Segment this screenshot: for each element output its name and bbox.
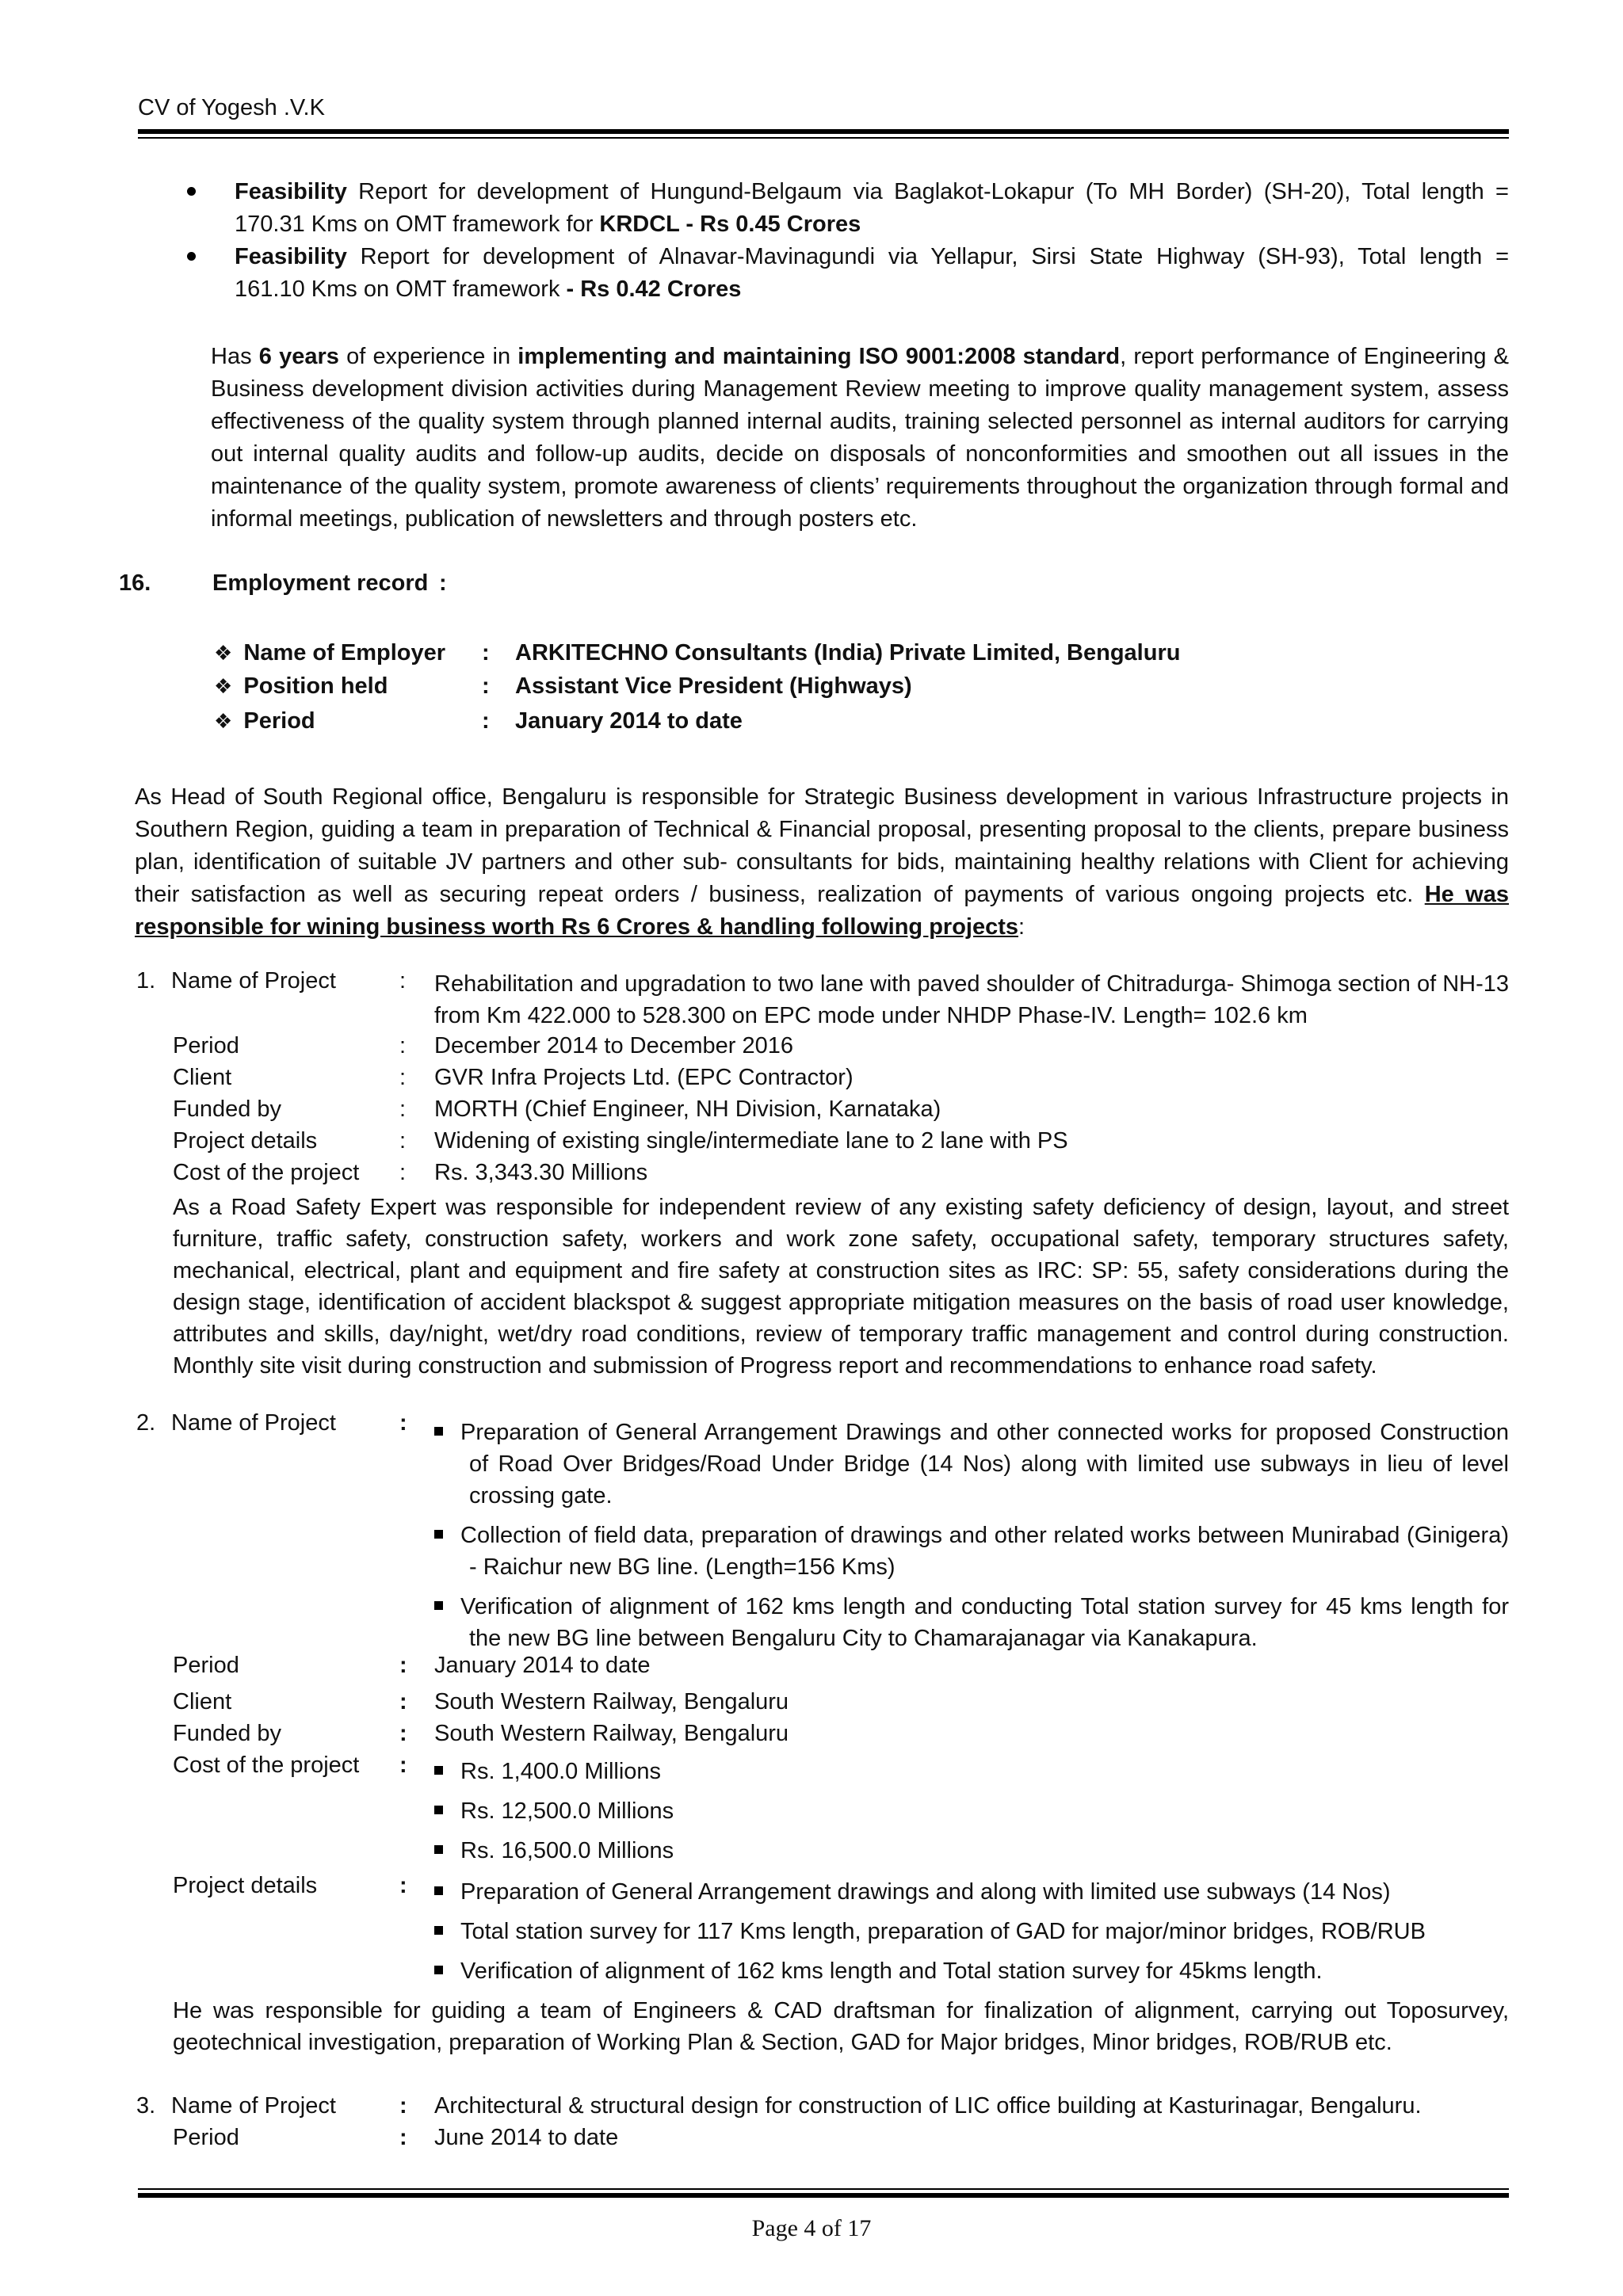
- project-colon: :: [399, 1721, 407, 1746]
- project-colon: :: [399, 1033, 407, 1058]
- feasibility-text: Report for development of Hungund-Belgaum via Baglakot-Lokapur (To MH Border) (SH-20), Total length =: [346, 179, 1509, 204]
- list-item: [434, 1591, 1509, 1654]
- feasibility-item-1: [235, 176, 1509, 241]
- project-colon: :: [399, 1873, 407, 1898]
- project-1: [135, 968, 1509, 1380]
- project-value: December 2014 to December 2016: [434, 1033, 793, 1058]
- diamond-bullet-icon: ❖: [214, 642, 233, 666]
- section-title: Employment record: [212, 570, 429, 596]
- header-rule-thin: [138, 137, 1509, 139]
- project-label: Cost of the project: [173, 1160, 360, 1185]
- square-bullet-icon: [434, 1601, 443, 1610]
- iso-standard: implementing and maintaining ISO 9001:2008 standard: [517, 344, 1121, 369]
- project-number: 1.: [136, 968, 156, 994]
- role-emphasis: He was responsible for wining business worth Rs 6 Crores & handling following projects: [135, 882, 1510, 940]
- project-number: 3.: [136, 2093, 156, 2119]
- page-number: Page 4 of 17: [751, 2215, 872, 2241]
- feasibility-cost: KRDCL - Rs 0.45 Crores: [599, 212, 861, 237]
- role-text: As Head of South Regional office, Bengaluru is responsible for Strategic Business development in various Infrastructure projects in Southern Region, guiding a team in preparation of Technical & Financial proposal, presenting proposal to the clients, prepare business plan, identification of suitable JV partners and other sub- consultants for bids, maintaining healthy relations with Client for achieving their satisfaction as well as securing repeat orders / business, realization of payments of various ongoing projects etc.: [135, 784, 1509, 907]
- footer-rule-thin: [138, 2188, 1509, 2190]
- employer-details: [214, 640, 1509, 743]
- project-colon: :: [399, 1160, 407, 1185]
- page-header-title: CV of Yogesh .V.K: [138, 95, 325, 120]
- section-title-colon: :: [439, 570, 447, 596]
- project-label: Cost of the project: [173, 1753, 360, 1778]
- project-value: Rs. 3,343.30 Millions: [434, 1160, 648, 1185]
- list-item-text: Rs. 1,400.0 Millions: [460, 1759, 662, 1784]
- employer-colon: :: [482, 673, 490, 699]
- role-paragraph: [135, 781, 1509, 944]
- list-item: [434, 1958, 1509, 1998]
- list-item-text: Verification of alignment of 162 kms length and conducting Total station survey for 45 kms length for the new BG line between Bengaluru City to Chamarajanagar via Kanakapura.: [460, 1594, 1509, 1651]
- project-label: Client: [173, 1689, 232, 1714]
- project-colon: :: [399, 1653, 407, 1678]
- employer-colon: :: [482, 708, 490, 734]
- iso-years: 6 years: [258, 344, 339, 369]
- list-item: [434, 1798, 1509, 1838]
- feasibility-lead: Feasibility: [235, 244, 347, 269]
- employer-colon: :: [482, 640, 490, 666]
- employer-row: [214, 708, 315, 734]
- project-label: Name of Project: [171, 1410, 336, 1436]
- feasibility-text: Report for development of Alnavar-Mavinagundi via Yellapur, Sirsi State Highway (SH-93), Total length =: [346, 244, 1509, 269]
- list-item-text: Preparation of General Arrangement drawings and along with limited use subways (14 Nos): [460, 1879, 1391, 1905]
- square-bullet-icon: [434, 1530, 443, 1539]
- project-label: Funded by: [173, 1721, 282, 1746]
- project-label: Period: [173, 1653, 239, 1678]
- project-value: January 2014 to date: [434, 1653, 651, 1678]
- project-colon: :: [399, 1753, 407, 1778]
- project-label: Project details: [173, 1873, 318, 1898]
- iso-text: of experience in: [338, 344, 518, 369]
- iso-experience-paragraph: [211, 341, 1509, 536]
- iso-text: Has: [211, 344, 259, 369]
- project-colon: :: [399, 2093, 407, 2119]
- details-list: [434, 1879, 1509, 1998]
- feasibility-lead: Feasibility: [235, 179, 347, 204]
- list-item: [434, 1417, 1509, 1512]
- project-3: [135, 2093, 1509, 2164]
- employer-value: January 2014 to date: [515, 708, 743, 734]
- project-name-list: [434, 1417, 1509, 1662]
- project-number: 2.: [136, 1410, 156, 1436]
- square-bullet-icon: [434, 1806, 443, 1814]
- project-value: Architectural & structural design for construction of LIC office building at Kasturinagar, Bengaluru.: [434, 2093, 1422, 2119]
- bullet-dot-icon: [187, 187, 196, 196]
- project-2: [135, 1410, 1509, 2068]
- bullet-dot-icon: [187, 252, 196, 261]
- feasibility-text: 161.10 Kms on OMT framework: [235, 277, 567, 302]
- project-colon: :: [399, 1410, 407, 1436]
- employer-value: Assistant Vice President (Highways): [515, 673, 912, 699]
- square-bullet-icon: [434, 1926, 443, 1935]
- list-item-text: Verification of alignment of 162 kms length and Total station survey for 45kms length.: [460, 1958, 1323, 1984]
- list-item-text: Rs. 16,500.0 Millions: [460, 1838, 674, 1863]
- project-label: Client: [173, 1065, 232, 1090]
- project-colon: :: [399, 1128, 407, 1154]
- employer-value: ARKITECHNO Consultants (India) Private Limited, Bengaluru: [515, 640, 1181, 666]
- list-item-text: Preparation of General Arrangement Drawings and other connected works for proposed Construction of Road Over Bridges/Road Under Bridge (14 Nos) along with limited use subways in lieu of level crossing gate.: [460, 1420, 1509, 1508]
- project-description: He was responsible for guiding a team of Engineers & CAD draftsman for finalization of alignment, carrying out Toposurvey, geotechnical investigation, preparation of Working Plan & Section, GAD for Major bridges, Minor bridges, ROB/RUB etc.: [173, 1998, 1509, 2055]
- employer-label: Period: [243, 708, 315, 734]
- diamond-bullet-icon: ❖: [214, 675, 233, 699]
- project-label: Funded by: [173, 1097, 282, 1122]
- project-value: South Western Railway, Bengaluru: [434, 1689, 789, 1714]
- project-description: As a Road Safety Expert was responsible for independent review of any existing safety deficiency of design, layout, and street furniture, traffic safety, construction safety, workers and work zone safety, occupational safety, temporary structures safety, mechanical, electrical, plant and equipment and fire safety at construction sites as IRC: SP: 55, safety considerations during the design stage, identification of accident blackspot & suggest appropriate mitigation measures on the basis of road user knowledge, attributes and skills, day/night, wet/dry road conditions, review of temporary traffic management and control during construction. Monthly site visit during construction and submission of Progress report and recommendations to enhance road safety.: [173, 1195, 1509, 1379]
- feasibility-cost: - Rs 0.42 Crores: [566, 277, 742, 302]
- project-colon: :: [399, 1065, 407, 1090]
- feasibility-item-2: [235, 241, 1509, 306]
- role-text: :: [1018, 914, 1025, 940]
- project-label: Period: [173, 2125, 239, 2150]
- list-item: [434, 1520, 1509, 1583]
- employer-row: [214, 640, 445, 666]
- project-label: Period: [173, 1033, 239, 1058]
- project-colon: :: [399, 2125, 407, 2150]
- project-value: South Western Railway, Bengaluru: [434, 1721, 789, 1746]
- project-colon: :: [399, 1097, 407, 1122]
- project-value: MORTH (Chief Engineer, NH Division, Karnataka): [434, 1097, 941, 1122]
- project-label: Project details: [173, 1128, 318, 1154]
- project-value: GVR Infra Projects Ltd. (EPC Contractor): [434, 1065, 854, 1090]
- employer-label: Position held: [243, 673, 388, 699]
- project-value: Rehabilitation and upgradation to two lane with paved shoulder of Chitradurga- Shimoga section of NH-13 from Km 422.000 to 528.300 on EPC mode under NHDP Phase-IV. Length= 102.6 km: [434, 971, 1509, 1028]
- header-rule-thick: [138, 129, 1509, 134]
- list-item: [434, 1838, 1509, 1878]
- list-item: [434, 1879, 1509, 1919]
- list-item-text: Total station survey for 117 Kms length, preparation of GAD for major/minor bridges, ROB/RUB: [460, 1919, 1426, 1944]
- square-bullet-icon: [434, 1966, 443, 1974]
- list-item-text: Collection of field data, preparation of drawings and other related works between Munirabad (Ginigera) - Raichur new BG line. (Length=156 Kms): [460, 1523, 1509, 1580]
- project-value: Widening of existing single/intermediate lane to 2 lane with PS: [434, 1128, 1068, 1154]
- cost-list: [434, 1759, 1509, 1878]
- list-item: [434, 1759, 1509, 1798]
- employer-label: Name of Employer: [243, 640, 446, 666]
- employer-row: [214, 673, 388, 700]
- iso-text: , report performance of Engineering & Business development division activities during Management Review meeting to improve quality management system, assess effectiveness of the quality system through planned internal audits, training selected personnel as internal auditors for carrying out internal quality audits and follow-up audits, decide on disposals of nonconformities and smoothen out all issues in the maintenance of the quality system, promote awareness of clients’ requirements throughout the organization through formal and informal meetings, publication of newsletters and through posters etc.: [211, 344, 1510, 532]
- square-bullet-icon: [434, 1845, 443, 1854]
- diamond-bullet-icon: ❖: [214, 710, 233, 734]
- feasibility-text: 170.31 Kms on OMT framework for: [235, 212, 600, 237]
- project-value: June 2014 to date: [434, 2125, 619, 2150]
- list-item: [434, 1919, 1509, 1958]
- square-bullet-icon: [434, 1886, 443, 1895]
- square-bullet-icon: [434, 1427, 443, 1436]
- list-item-text: Rs. 12,500.0 Millions: [460, 1798, 674, 1824]
- project-label: Name of Project: [171, 968, 336, 994]
- project-colon: :: [399, 968, 407, 994]
- project-label: Name of Project: [171, 2093, 336, 2119]
- section-number: 16.: [119, 570, 151, 596]
- project-colon: :: [399, 1689, 407, 1714]
- square-bullet-icon: [434, 1766, 443, 1775]
- footer-rule-thick: [138, 2193, 1509, 2198]
